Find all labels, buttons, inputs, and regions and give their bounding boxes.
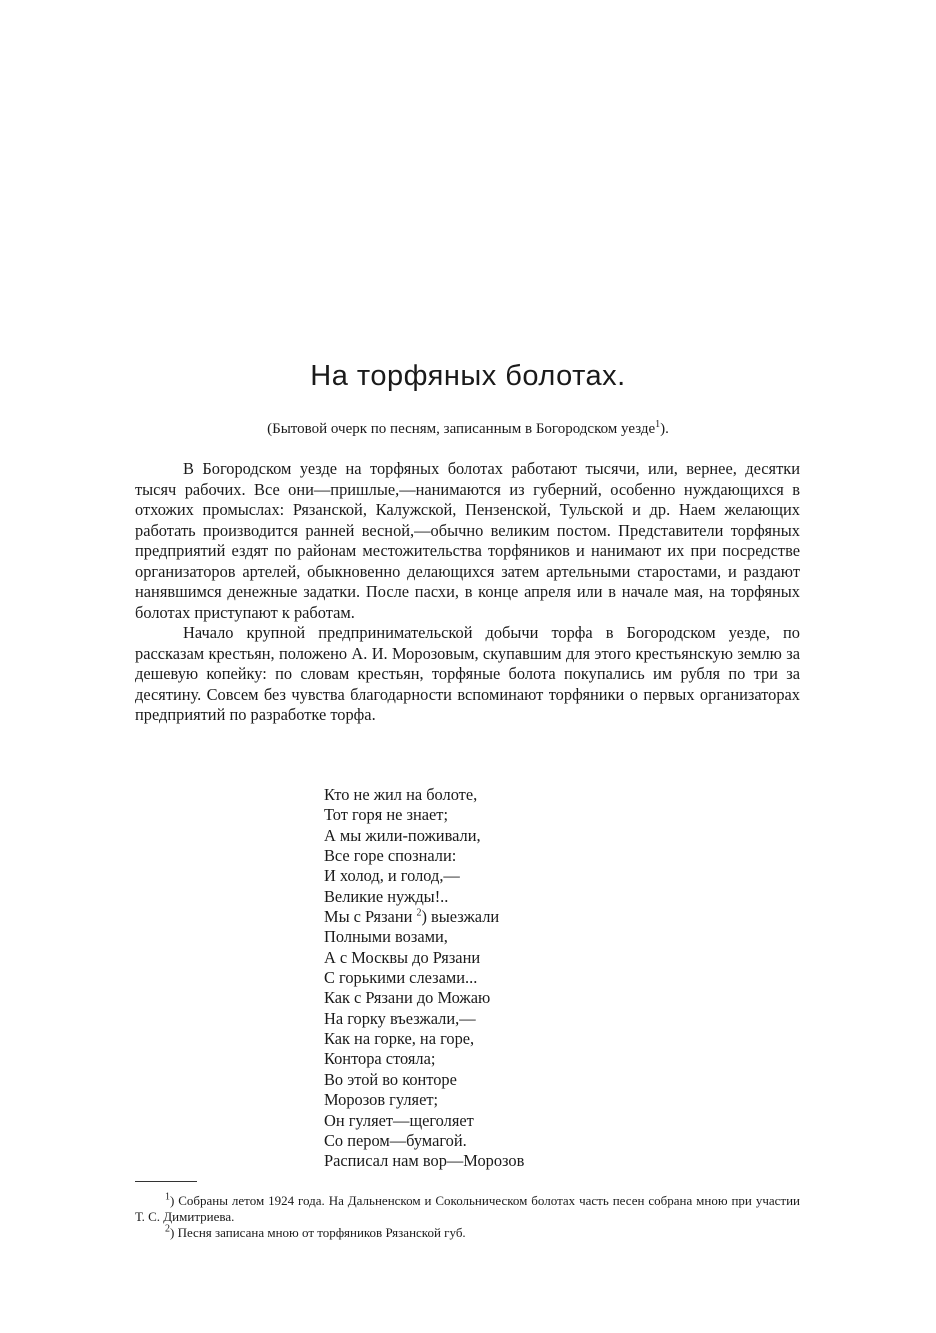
verse-line: Расписал нам вор—Морозов: [324, 1151, 525, 1171]
footnote-text: ) Собраны летом 1924 года. На Дальненском и Сокольническом болотах часть песен собрана мною при участии Т. С. Димитриева.: [135, 1193, 800, 1224]
footnote-2: [135, 1225, 800, 1241]
footnote-ref-1: 1: [655, 419, 661, 430]
verse-line: Все горе спознали:: [324, 846, 457, 866]
verse-line: Полными возами,: [324, 927, 448, 947]
subtitle-text: (Бытовой очерк по песням, записанным в Богородском уезде: [267, 421, 656, 437]
verse-line: Контора стояла;: [324, 1049, 436, 1069]
footnote-mark: 2: [165, 1223, 170, 1235]
paragraph-1: В Богородском уезде на торфяных болотах работают тысячи, или, вернее, десятки тысяч рабочих. Все они—пришлые,—нанимаются из губерний, особенно нуждающихся в отхожих промыслах: Рязанской, Калужской, Пензенской, Тульской и др. Наем желающих работать производится ранней весной,—обычно великим постом. Представители торфяных предприятий ездят по районам местожительства торфяников и нанимают их при посредстве организаторов артелей, обыкновенно делающихся затем артельными старостами, и раздают нанявшимся денежные задатки. После пасхи, в конце апреля или в начале мая, на торфяных болотах приступают к работам.: [135, 459, 800, 622]
page-subtitle: [0, 421, 936, 438]
verse-line: Как на горке, на горе,: [324, 1029, 475, 1049]
verse-line: А с Москвы до Рязани: [324, 947, 481, 967]
footnote-ref-2: 2: [416, 907, 422, 919]
verse-line: Он гуляет—щеголяет: [324, 1110, 474, 1130]
verse-line: На горку въезжали,—: [324, 1008, 476, 1028]
footnote-mark: 1: [165, 1191, 170, 1203]
footnote-divider: [135, 1181, 197, 1182]
footnotes: [135, 1193, 800, 1241]
verse-line: Как с Рязани до Можаю: [324, 988, 491, 1008]
page-title: На торфяных болотах.: [310, 360, 626, 392]
song-verse: [324, 785, 684, 1172]
verse-line: Со пером—бумагой.: [324, 1130, 467, 1150]
body-text: [135, 459, 800, 726]
footnote-1: [135, 1193, 800, 1225]
verse-line: Кто не жил на болоте,: [324, 785, 478, 804]
verse-line: [324, 907, 684, 927]
footnote-text: ) Песня записана мною от торфяников Рязанской губ.: [170, 1225, 466, 1240]
verse-line-part: ) выезжали: [421, 907, 500, 927]
verse-line: С горькими слезами...: [324, 968, 478, 988]
subtitle-close: ).: [660, 421, 669, 437]
verse-line: И холод, и голод,—: [324, 866, 460, 886]
verse-line: Морозов гуляет;: [324, 1090, 439, 1110]
verse-line: А мы жили-поживали,: [324, 825, 481, 845]
verse-line-part: Мы с Рязани: [324, 907, 417, 927]
verse-line: Великие нужды!..: [324, 886, 449, 906]
verse-line: Во этой во конторе: [324, 1069, 457, 1089]
paragraph-2: Начало крупной предпринимательской добычи торфа в Богородском уезде, по рассказам крестьян, положено А. И. Морозовым, скупавшим для этого крестьянскую землю за дешевую копейку: по словам крестьян, торфяные болота покупались им рубля по три за десятину. Совсем без чувства благодарности вспоминают торфяники о первых организаторах предприятий по разработке торфа.: [135, 623, 800, 724]
verse-line: Тот горя не знает;: [324, 805, 449, 825]
